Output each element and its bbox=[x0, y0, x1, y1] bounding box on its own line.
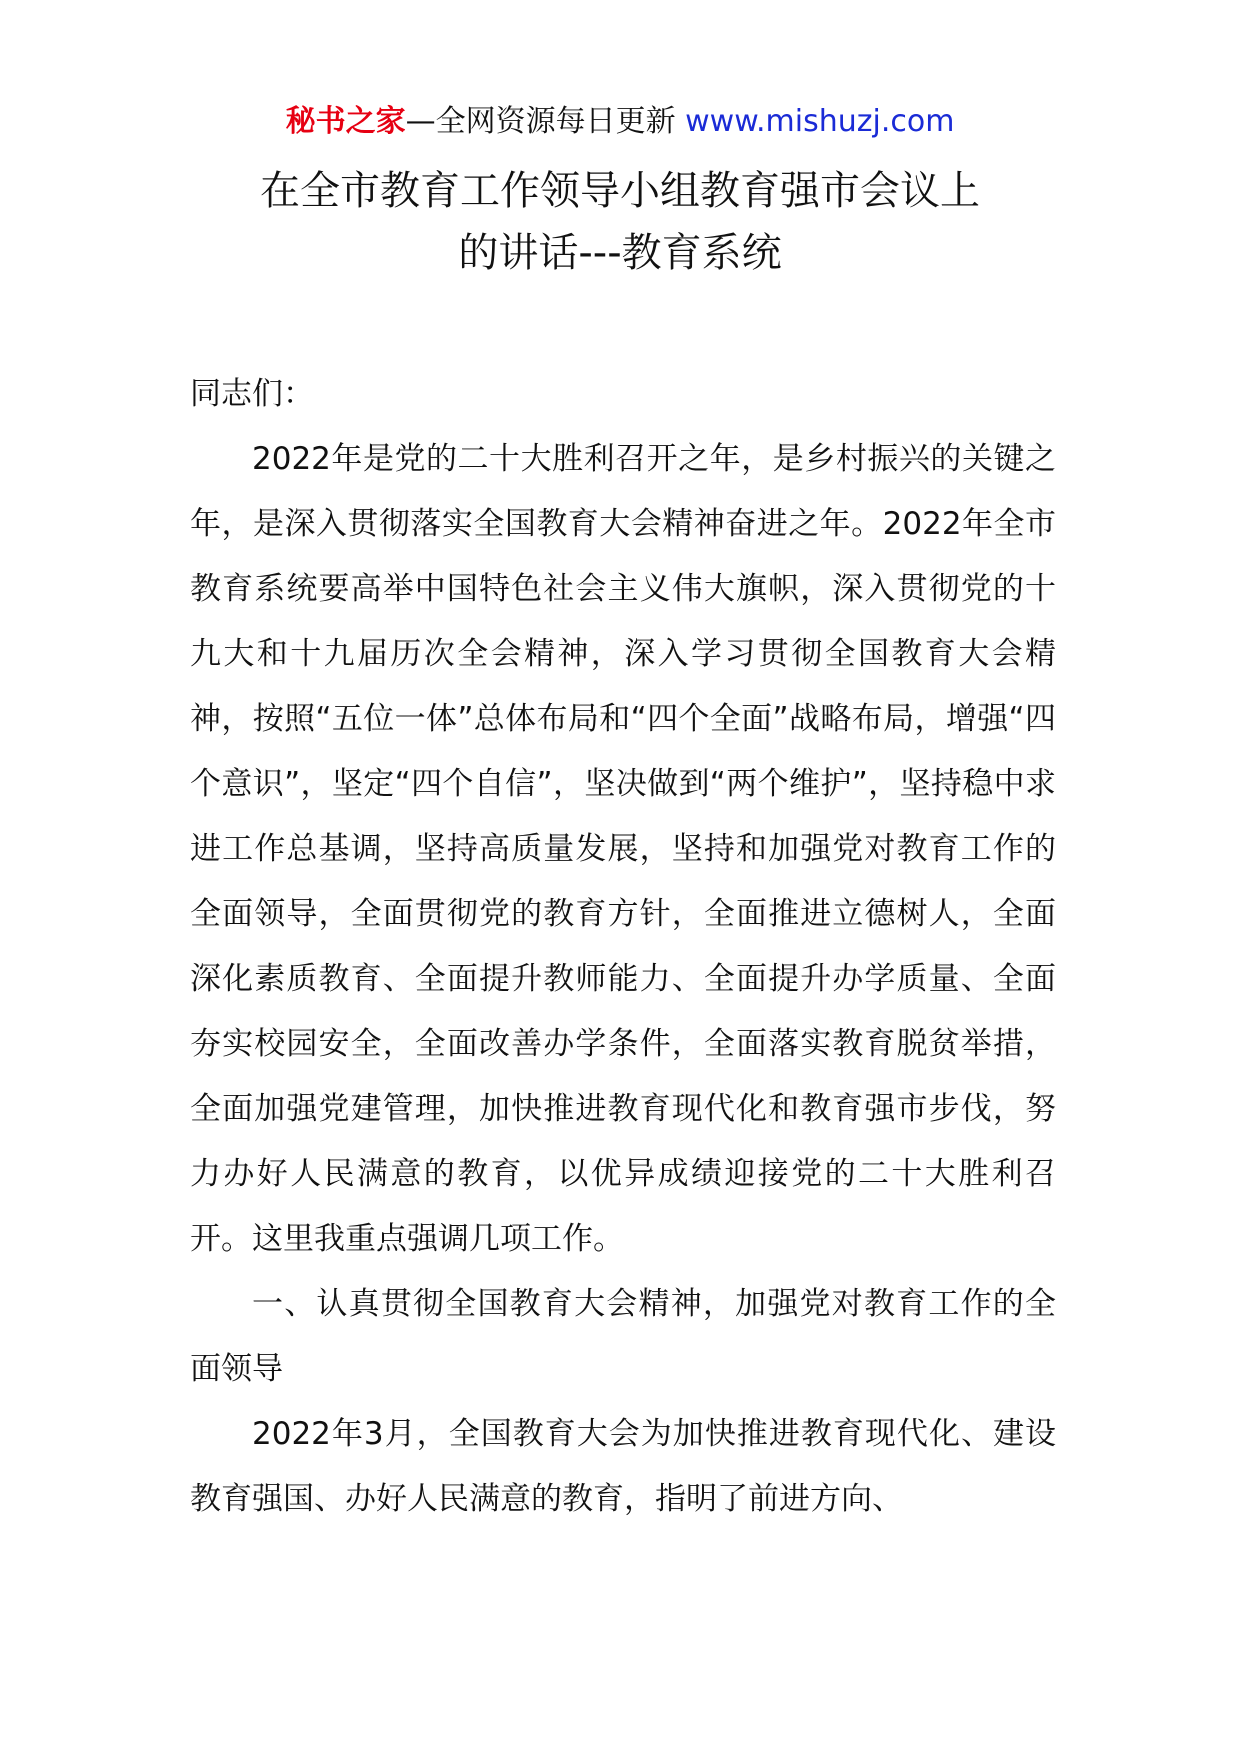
site-brand: 秘书之家 bbox=[285, 104, 406, 139]
paragraph-2: 2022年3月，全国教育大会为加快推进教育现代化、建设教育强国、办好人民满意的教育，指明了前进方向、 bbox=[190, 1416, 1056, 1517]
document-body bbox=[190, 362, 1056, 1532]
section-1-heading: 一、认真贯彻全国教育大会精神，加强党对教育工作的全面领导 bbox=[190, 1286, 1056, 1387]
salutation: 同志们： bbox=[190, 376, 314, 412]
site-url[interactable]: www.mishuzj.com bbox=[685, 104, 955, 139]
site-header bbox=[0, 100, 1240, 144]
title-line-2: 的讲话---教育系统 bbox=[458, 230, 782, 276]
document-title bbox=[150, 160, 1090, 284]
title-line-1: 在全市教育工作领导小组教育强市会议上 bbox=[260, 168, 980, 214]
site-slogan: —全网资源每日更新 bbox=[405, 104, 686, 139]
paragraph-1: 2022年是党的二十大胜利召开之年，是乡村振兴的关键之年，是深入贯彻落实全国教育大会精神奋进之年。2022年全市教育系统要高举中国特色社会主义伟大旗帜，深入贯彻党的十九大和十九届历次全会精神，深入学习贯彻全国教育大会精神，按照“五位一体”总体布局和“四个全面”战略布局，增强“四个意识”，坚定“四个自信”，坚决做到“两个维护”，坚持稳中求进工作总基调，坚持高质量发展，坚持和加强党对教育工作的全面领导，全面贯彻党的教育方针，全面推进立德树人，全面深化素质教育、全面提升教师能力、全面提升办学质量、全面夯实校园安全，全面改善办学条件，全面落实教育脱贫举措，全面加强党建管理，加快推进教育现代化和教育强市步伐，努力办好人民满意的教育，以优异成绩迎接党的二十大胜利召开。这里我重点强调几项工作。 bbox=[190, 441, 1056, 1257]
